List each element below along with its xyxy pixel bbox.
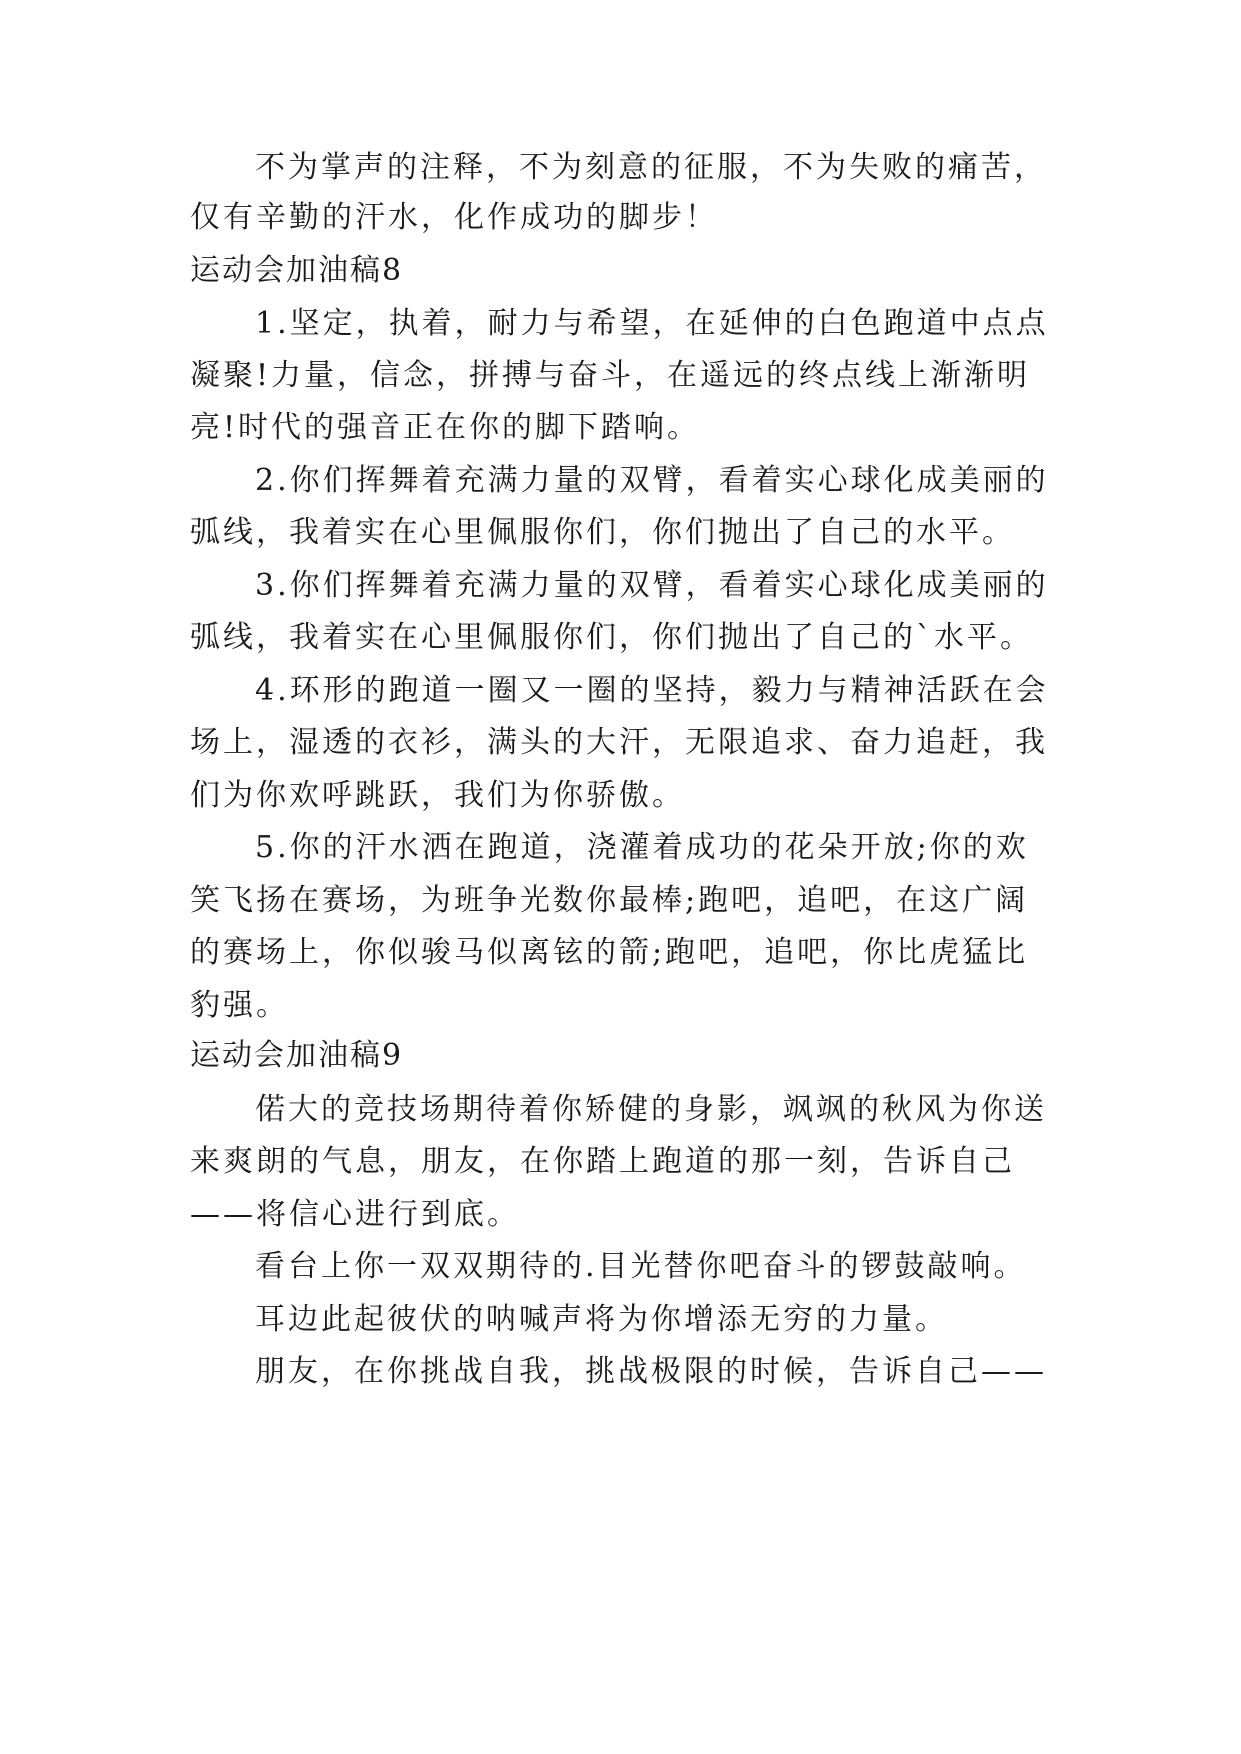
paragraph-line: 凝聚!力量，信念，拼搏与奋斗，在遥远的终点线上渐渐明 (190, 358, 1031, 393)
paragraph-line: 不为掌声的注释，不为刻意的征服，不为失败的痛苦， (255, 150, 1047, 185)
paragraph-line: 3.你们挥舞着充满力量的双臂，看着实心球化成美丽的 (255, 568, 1049, 603)
paragraph-line: 豹强。 (190, 988, 289, 1023)
paragraph-line: 的赛场上，你似骏马似离铉的箭;跑吧，追吧，你比虎猛比 (190, 935, 1029, 970)
paragraph-line: 1.坚定，执着，耐力与希望，在延伸的白色跑道中点点 (255, 306, 1049, 341)
paragraph-line: 耳边此起彼伏的呐喊声将为你增添无穷的力量。 (255, 1302, 948, 1337)
paragraph-line: 看台上你一双双期待的.目光替你吧奋斗的锣鼓敲响。 (255, 1249, 1027, 1284)
paragraph-line: 弧线，我着实在心里佩服你们，你们抛出了自己的水平。 (190, 515, 1015, 550)
paragraph-line: 4.环形的跑道一圈又一圈的坚持，毅力与精神活跃在会 (255, 673, 1049, 708)
paragraph-line: 朋友，在你挑战自我，挑战极限的时候，告诉自己—— (255, 1354, 1047, 1389)
paragraph-line: 2.你们挥舞着充满力量的双臂，看着实心球化成美丽的 (255, 463, 1049, 498)
paragraph-line: 们为你欢呼跳跃，我们为你骄傲。 (190, 778, 685, 813)
section-heading: 运动会加油稿9 (190, 1038, 404, 1073)
paragraph-line: 5.你的汗水洒在跑道，浇灌着成功的花朵开放;你的欢 (255, 830, 1029, 865)
section-heading: 运动会加油稿8 (190, 253, 404, 288)
paragraph-line: ——将信心进行到底。 (190, 1197, 520, 1232)
paragraph-line: 笑飞扬在赛场，为班争光数你最棒;跑吧，追吧，在这广阔 (190, 883, 1029, 918)
paragraph-line: 弧线，我着实在心里佩服你们，你们抛出了自己的`水平。 (190, 620, 1033, 655)
paragraph-line: 来爽朗的气息，朋友，在你踏上跑道的那一刻，告诉自己 (190, 1144, 1015, 1179)
paragraph-line: 亮!时代的强音正在你的脚下踏响。 (190, 410, 701, 445)
paragraph-line: 场上，湿透的衣衫，满头的大汗，无限追求、奋力追赶，我 (190, 725, 1048, 760)
paragraph-line: 偌大的竞技场期待着你矫健的身影，飒飒的秋风为你送 (255, 1092, 1047, 1127)
paragraph-line: 仅有辛勤的汗水，化作成功的脚步！ (190, 200, 718, 235)
